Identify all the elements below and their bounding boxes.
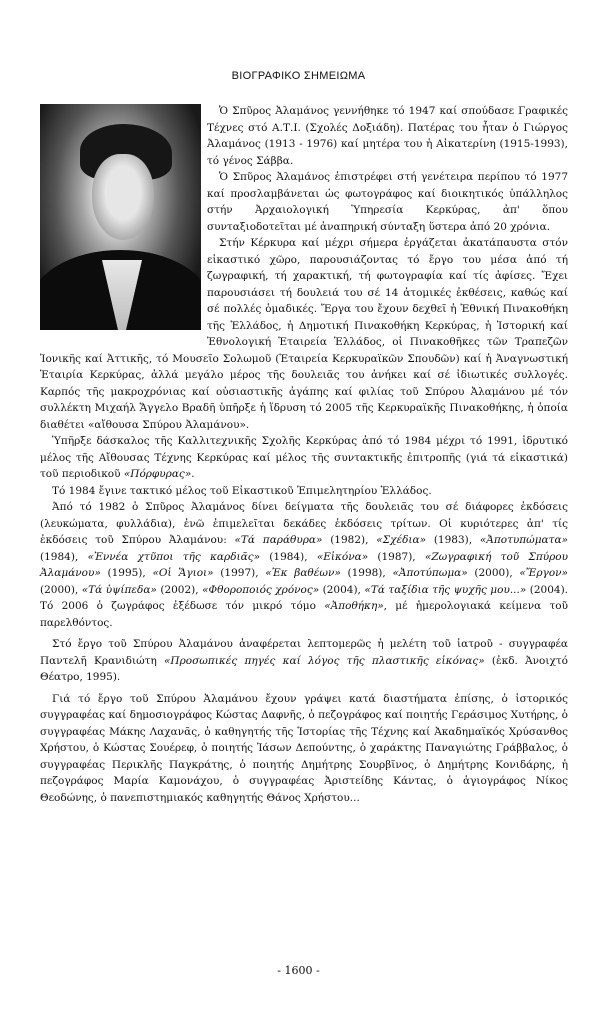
publication-title: «Φθοροποιός χρόνος» [202,583,320,596]
page-title: ΒΙΟΓΡΑΦΙΚΟ ΣΗΜΕΙΩΜΑ [231,70,366,82]
biography-text [40,103,568,806]
publication-title: «Ἐννέα χτῦποι τῆς καρδιᾶς» [87,550,261,563]
journal-title: «Πόρφυρας» [123,468,192,480]
publication-title: «Ἐκ βαθέων» [265,567,341,579]
paragraph-study: Στό ἔργο τοῦ Σπύρου Ἀλαμάνου ἀναφέρεται λεπτομερῶς ἡ μελέτη τοῦ ἰατροῦ - συγγραφέα Παντελῆ Κρανιδιώτη «Προσωπικές πηγές καί λόγος τῆς πλαστικῆς εἰκόνας» (ἐκδ. Ἀνοιχτό Θέατρο, 1995). [40,638,568,683]
publication-title: «Εἰκόνα» [316,550,369,563]
publication-title: «Τά ὑψίπεδα» [81,583,157,596]
publication-text: (2004). Τό 2006 ὁ ζωγράφος ἐξέδωσε τόν μικρό τόμο [40,583,569,612]
publication-title: «Ζωγραφική τοῦ Σπύρου Ἀλαμάνου» [40,550,568,579]
publication-title: «Ἀποτύπωμα» [392,567,468,579]
publication-text: (2000), [467,567,520,579]
publication-text: (2000), [40,583,82,596]
paragraph-work: Στήν Κέρκυρα καί μέχρι σήμερα ἐργάζεται ἀκατάπαυστα στόν εἰκαστικό χῶρο, παρουσιάζοντας τό ἔργο του μέσα ἀπό τή ζωγραφική, τή χαρακτική, τή φωτογραφία καί τίς ἀφίσες. Ἔχει παρουσιάσει τή δουλειά του σέ 14 ἀτομικές ἐκθέσεις, καθώς καί σέ πολλές ὁμαδικές. Ἔργα του ἔχουν δεχθεῖ ἡ Ἐθνική Πινακοθήκη τῆς Ἑλλάδος, ἡ Δημοτική Πινακοθήκη Κερκύρας, ἡ Ἱστορική καί Ἐθνολογική Ἑταιρεία Ἑλλάδος, οἱ Πινακοθῆκες τῶν Τραπεζῶν Ἰονικῆς καί Ἀττικῆς, τό Μουσεῖο Σολωμοῦ (Ἑταιρεία Κερκυραϊκῶν Σπουδῶν) καί ἡ Ἀναγνωστική Ἑταιρία Κερκύρας, ἀλλά μεγάλο μέρος τῆς δουλειᾶς του ἀνήκει καί σέ ἰδιωτικές συλλογές. Καρπός τῆς μακροχρόνιας καί οὐσιαστικῆς ἀγάπης καί φιλίας τοῦ Σπύρου Ἀλαμάνου μέ τόν συλλέκτη Μιχαήλ Ἄγγελο Βραδῆ ὑπῆρξε ἡ ἵδρυση τό 2005 τῆς Κερκυραϊκῆς Πινακοθήκης, ἡ ὁποία διαθέτει «αἴθουσα Σπύρου Ἀλαμάνου». [40,237,568,431]
publication-title: «Οἱ Ἅγιοι» [152,567,214,579]
publication-text: (2002), [156,583,203,596]
paragraph-critics: Γιά τό ἔργο τοῦ Σπύρου Ἀλαμάνου ἔχουν γράψει κατά διαστήματα ἐπίσης, ὁ ἱστορικός συγγραφέας καί δημοσιογράφος Κώστας Δαφνῆς, ὁ πεζογράφος καί ποιητής Γεράσιμος Χυτήρης, ὁ συγγραφέας Μάκης Λαχανᾶς, ὁ καθηγητής τῆς Ἱστορίας τῆς Τέχνης καί Ἀκαδημαϊκός Χρύσανθος Χρήστου, ὁ Κώστας Σουέρεφ, ὁ ποιητής Ἰάσων Δεπούντης, ὁ χαράκτης Παναγιώτης Γράββαλος, ὁ συγγραφέας Περικλῆς Παγκράτης, ὁ ποιητής Δημήτρης Σουρβῖνος, ὁ Δημήτρης Κονιδάρης, ἡ πεζογράφος Μαρία Καμονάχου, ὁ συγγραφέας Ἀριστείδης Κάντας, ὁ ἁγιογράφος Νίκος Θεοδώνης, ὁ πανεπιστημιακός καθηγητής Θάνος Χρήστου... [40,692,568,804]
paragraph-return: Ὁ Σπῦρος Ἀλαμάνος ἐπιστρέφει στή γενέτειρα περίπου τό 1977 καί προσλαμβάνεται ὡς φωτογράφος καί διοικητικός ὑπάλληλος στήν Ἀρχαιολογική Ὑπηρεσία Κερκύρας, ἀπ' ὅπου συνταξιοδοτεῖται μέ ἀναπηρική σύνταξη ὕστερα ἀπό 20 χρόνια. [207,171,568,233]
publication-text: (1983), [426,534,480,546]
publication-title: «Σχέδια» [376,534,427,546]
publication-text: Ἀπό τό 1982 ὁ Σπῦρος Ἀλαμάνος δίνει δείγματα τῆς δουλειᾶς του σέ διάφορες ἐκδόσεις (λευκώματα, φυλλάδια), ἐνῶ ἐπιμελεῖται δεκάδες ἐκδόσεις τρίτων. Οἱ κυριότερες ἀπ' τίς ἐκδόσεις τοῦ Σπύρου Ἀλαμάνου: [40,501,568,546]
publication-text: (1987), [368,550,425,563]
study-title: «Προσωπικές πηγές καί λόγος τῆς πλαστικῆς εἰκόνας» [164,654,485,667]
publication-title: «Ἔργον» [519,567,568,579]
publication-title: «Ἀποτυπώματα» [479,534,568,546]
publication-title: «Τά παράθυρα» [234,534,323,546]
paragraph-membership: Τό 1984 ἔγινε τακτικό μέλος τοῦ Εἰκαστικοῦ Ἐπιμελητηρίου Ἑλλάδος. [52,484,432,497]
paragraph-publications [40,499,568,631]
publication-text: (1984), [40,550,88,563]
page-number: - 1600 - [277,964,320,977]
publication-text: , μέ ἡμερολογιακά κείμενα τοῦ παρελθόντος. [40,600,568,629]
publication-text: (1982), [322,534,377,546]
publication-text: (1984), [260,550,317,563]
publication-title: «Ἀποθήκη» [324,600,384,612]
publication-text: (1998), [340,567,393,579]
paragraph-teaching: Ὑπῆρξε δάσκαλος τῆς Καλλιτεχνικῆς Σχολῆς Κερκύρας ἀπό τό 1984 μέχρι τό 1991, ἱδρυτικό μέλος τῆς Αἴθουσας Τέχνης Κερκύρας καί μέλος τῆς συντακτικῆς ἐπιτροπῆς (γιά τά εἰκαστικά) τοῦ περιοδικοῦ «Πόρφυρας». [40,435,568,480]
publication-text: (1995), [100,567,153,579]
publication-title: «Τά ταξίδια τῆς ψυχῆς μου...» [364,583,527,596]
publication-text: (2004), [319,583,365,596]
publication-text: (1997), [213,567,266,579]
paragraph-birth: Ὁ Σπῦρος Ἀλαμάνος γεννήθηκε τό 1947 καί σπούδασε Γραφικές Τέχνες στό Α.Τ.Ι. (Σχολές Δοξιάδη). Πατέρας του ἦταν ὁ Γιώργος Ἀλαμάνος (1913 - 1976) καί μητέρα του ἡ Αἰκατερίνη (1915-1993), τό γένος Σάββα. [207,105,568,167]
